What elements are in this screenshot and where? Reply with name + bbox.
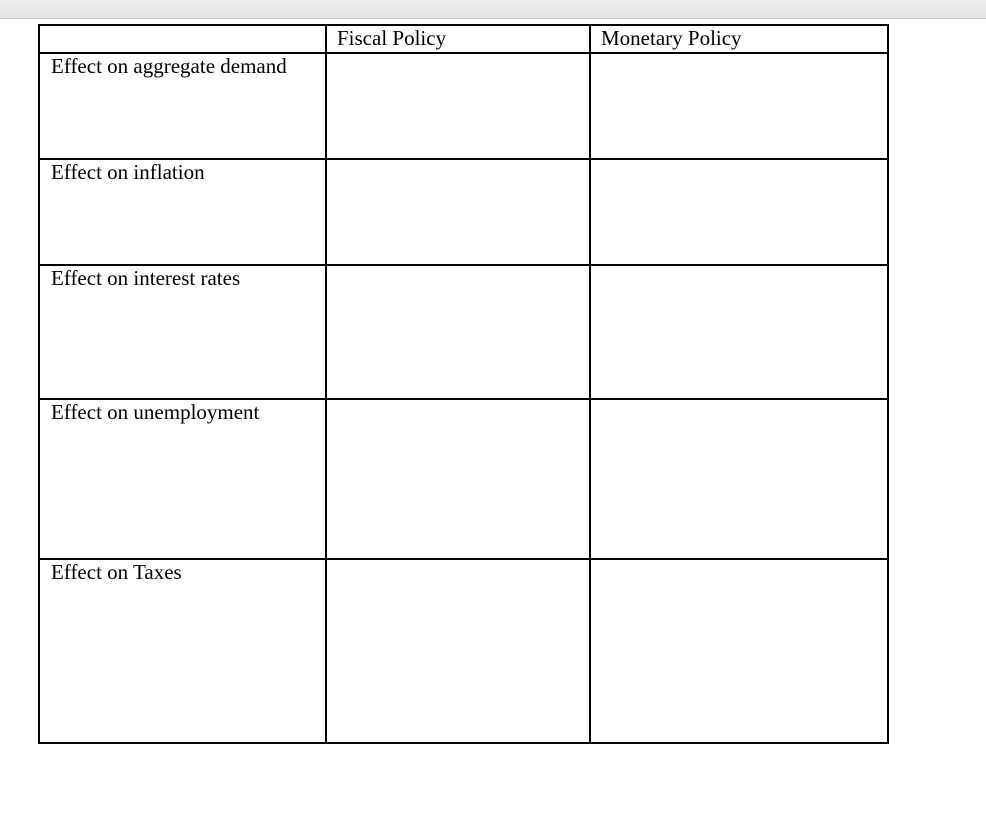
viewer-toolbar (0, 0, 986, 19)
monetary-policy-cell[interactable] (590, 53, 888, 159)
row-label: Effect on unemployment (39, 399, 326, 559)
table-row (39, 559, 888, 743)
corner-cell (39, 25, 326, 53)
document-page (0, 19, 986, 820)
monetary-policy-cell[interactable] (590, 159, 888, 265)
row-label: Effect on inflation (39, 159, 326, 265)
column-header-fiscal-policy: Fiscal Policy (326, 25, 590, 53)
row-label: Effect on Taxes (39, 559, 326, 743)
fiscal-policy-cell[interactable] (326, 159, 590, 265)
row-label: Effect on aggregate demand (39, 53, 326, 159)
table-row (39, 53, 888, 159)
table-row (39, 159, 888, 265)
monetary-policy-cell[interactable] (590, 559, 888, 743)
fiscal-policy-cell[interactable] (326, 53, 590, 159)
table-header-row (39, 25, 888, 53)
table-row (39, 399, 888, 559)
policy-comparison-table (38, 24, 889, 744)
column-header-monetary-policy: Monetary Policy (590, 25, 888, 53)
table-row (39, 265, 888, 399)
monetary-policy-cell[interactable] (590, 399, 888, 559)
row-label: Effect on interest rates (39, 265, 326, 399)
fiscal-policy-cell[interactable] (326, 265, 590, 399)
fiscal-policy-cell[interactable] (326, 399, 590, 559)
fiscal-policy-cell[interactable] (326, 559, 590, 743)
monetary-policy-cell[interactable] (590, 265, 888, 399)
